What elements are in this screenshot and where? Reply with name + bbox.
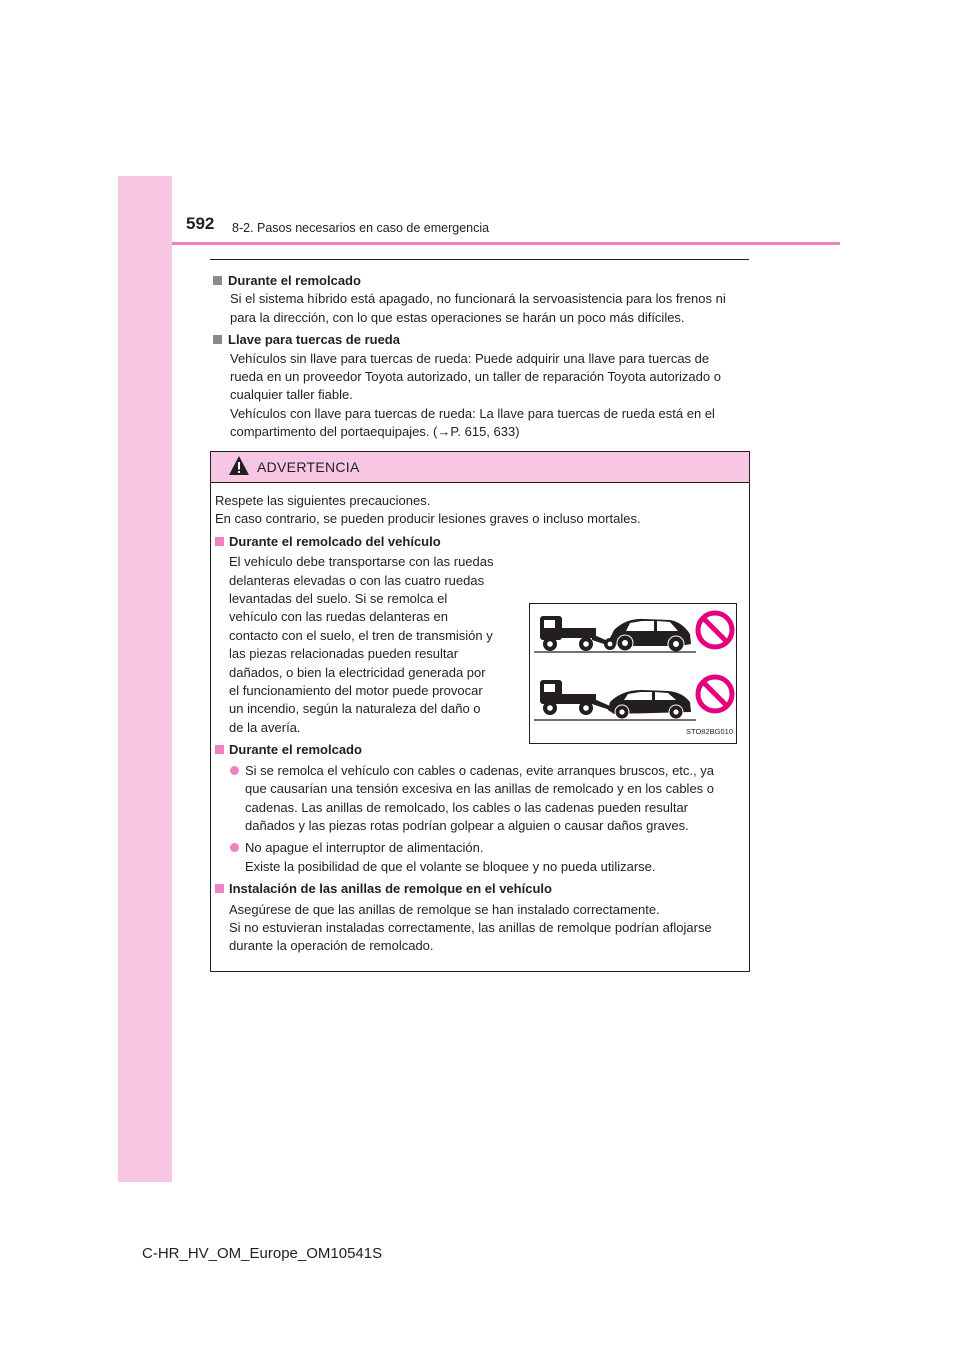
warning-body <box>215 492 743 956</box>
text-line: No apague el interruptor de alimentación. <box>245 840 484 856</box>
tow-truck-lift-scene-icon <box>534 677 732 720</box>
page-reference-line: compartimento del portaequipajes. (→P. 615, 633) <box>230 424 520 440</box>
warning-title: ADVERTENCIA <box>257 459 360 475</box>
text-line: Si el sistema híbrido está apagado, no funcionará la servoasistencia para los frenos ni <box>230 291 726 307</box>
warning-triangle-icon <box>228 455 250 477</box>
text-line: de la avería. <box>229 719 301 735</box>
content-top-rule <box>210 259 749 260</box>
illustration-code: STO82BG010 <box>686 726 733 736</box>
towing-paragraph <box>212 290 748 327</box>
text-line: contacto con el suelo, el tren de transmisión y <box>229 627 493 643</box>
text-line: delanteras elevadas o con las cuatro ruedas <box>229 572 485 588</box>
header-rule <box>172 242 840 245</box>
page-number: 592 <box>186 214 215 233</box>
text-line: Asegúrese de que las anillas de remolque se han instalado correctamente. <box>229 901 660 917</box>
text-line: cadenas. Las anillas de remolcado, los cables o las cadenas pueden resultar <box>245 799 688 815</box>
text-line: Si no estuvieran instaladas correctamente, las anillas de remolque podrían aflojarse <box>229 919 712 935</box>
document-code: C-HR_HV_OM_Europe_OM10541S <box>142 1245 383 1262</box>
bullet-item <box>215 762 743 836</box>
text-line: para la dirección, con lo que estas operaciones se harán un poco más difíciles. <box>230 309 685 325</box>
towing-warning-heading: Durante el remolcado <box>215 741 743 759</box>
towing-eyes-heading: Instalación de las anillas de remolque en el vehículo <box>215 880 743 898</box>
section-side-tab <box>118 176 172 1182</box>
towing-illustration <box>529 603 737 744</box>
text-line: que causarían una tensión excesiva en las anillas de remolcado y en los cables o <box>245 781 715 797</box>
text-line: un incendio, según la naturaleza del daño o <box>229 701 481 717</box>
bullet-item <box>215 839 743 876</box>
text-line: el funcionamiento del motor puede provocar <box>229 683 483 699</box>
wheel-nut-wrench-heading: Llave para tuercas de rueda <box>212 331 748 349</box>
text-line: Existe la posibilidad de que el volante se bloquee y no pueda utilizarse. <box>245 858 656 874</box>
warning-box <box>210 451 750 972</box>
text-line: cualquier taller fiable. <box>230 387 353 403</box>
tow-truck-dolly-scene-icon <box>534 613 732 652</box>
vehicle-towing-paragraph <box>215 553 519 737</box>
warning-header <box>211 452 749 483</box>
text-line: dañados, o bien la electricidad generada por <box>229 664 486 680</box>
text-line: rueda en un proveedor Toyota autorizado, un taller de reparación Toyota autorizado o <box>230 369 721 385</box>
wheel-nut-wrench-paragraph <box>212 350 748 442</box>
text-line: durante la operación de remolcado. <box>229 938 434 954</box>
text-line: las piezas relacionadas pueden resultar <box>229 646 459 662</box>
vehicle-towing-heading: Durante el remolcado del vehículo <box>215 533 743 551</box>
intro-content <box>212 268 748 446</box>
text-line: dañados y las piezas rotas podrían golpear a alguien o causar daños graves. <box>245 817 689 833</box>
text-line: vehículo con las ruedas delanteras en <box>229 609 448 625</box>
text-line: Si se remolca el vehículo con cables o cadenas, evite arranques bruscos, etc., ya <box>245 762 714 778</box>
towing-eyes-paragraph <box>215 901 743 956</box>
text-line: El vehículo debe transportarse con las ruedas <box>229 554 494 570</box>
warning-intro <box>215 492 743 529</box>
text-line: Respete las siguientes precauciones. <box>215 493 431 508</box>
text-line: levantadas del suelo. Si se remolca el <box>229 591 448 607</box>
text-line: Vehículos con llave para tuercas de rueda: La llave para tuercas de rueda está en el <box>230 405 715 421</box>
towing-heading: Durante el remolcado <box>212 272 748 290</box>
text-line: En caso contrario, se pueden producir lesiones graves o incluso mortales. <box>215 511 641 527</box>
section-title: 8-2. Pasos necesarios en caso de emergencia <box>232 221 490 235</box>
text-line: Vehículos sin llave para tuercas de rueda: Puede adquirir una llave para tuercas de <box>230 350 710 366</box>
